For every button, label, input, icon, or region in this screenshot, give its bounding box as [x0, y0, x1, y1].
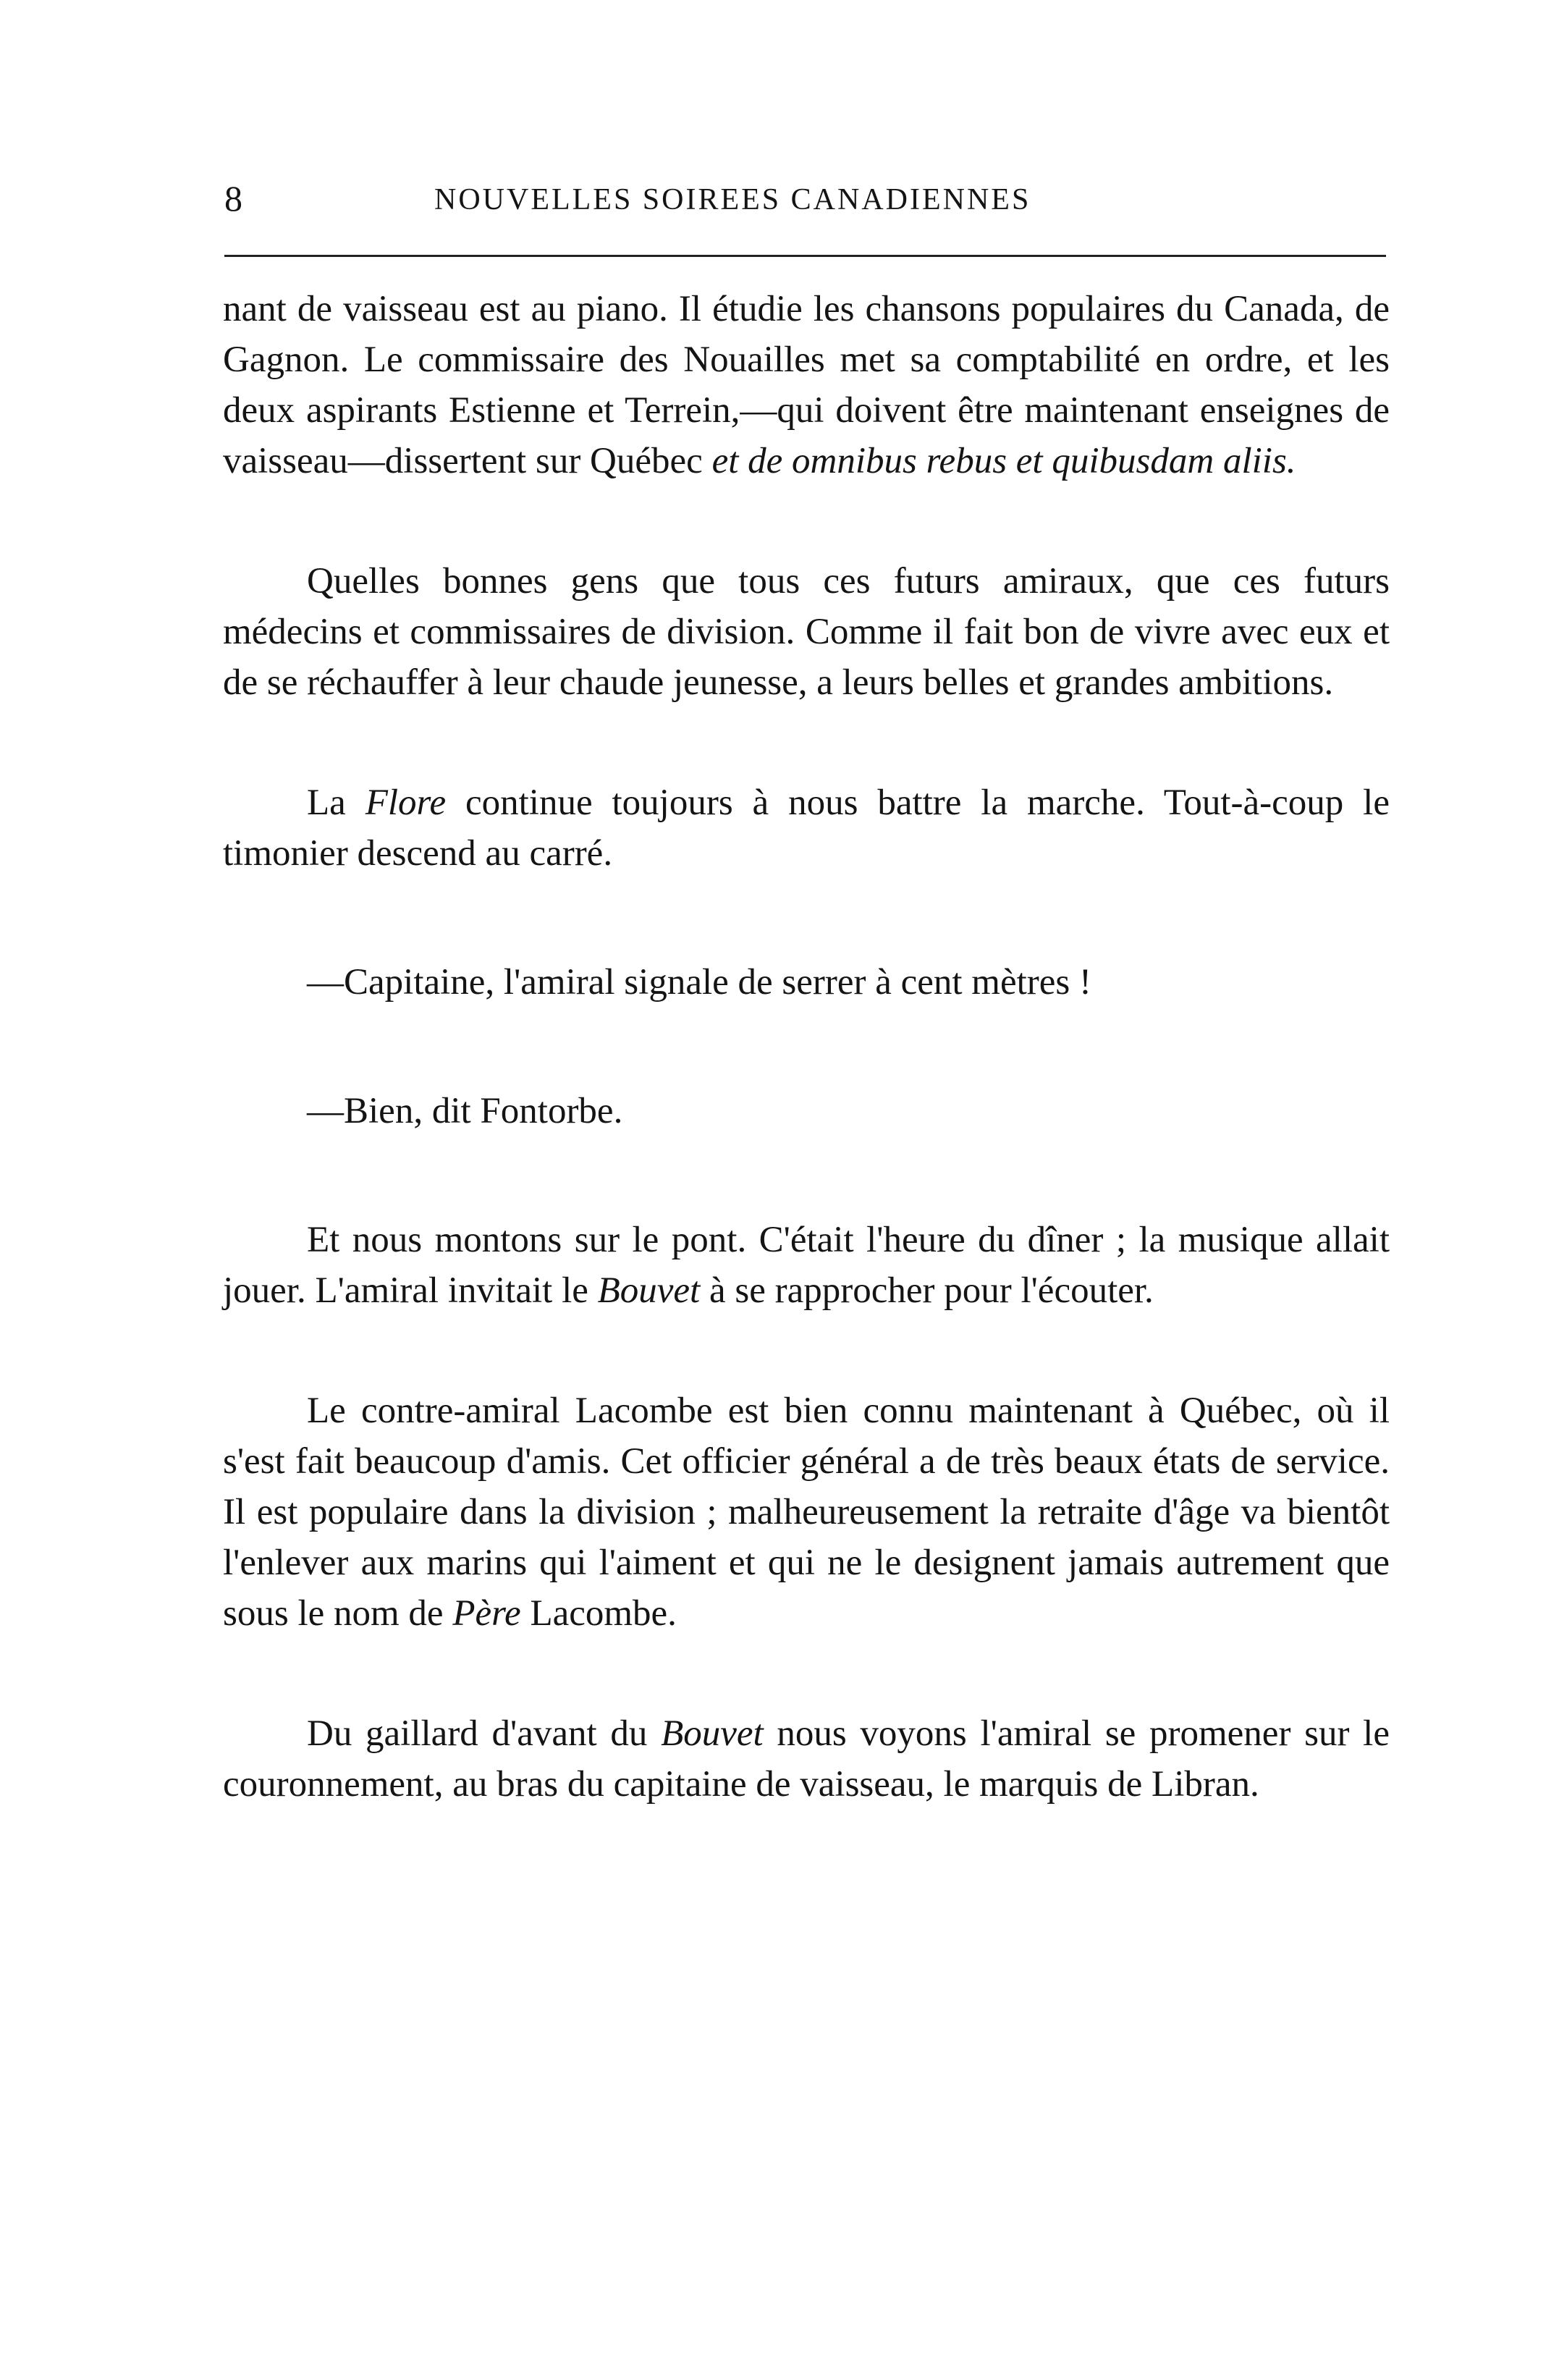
- paragraph-7: [223, 1385, 1390, 1639]
- paragraph-7-italic-word: Père: [452, 1593, 521, 1634]
- paragraph-3-ship-name: Flore: [365, 782, 447, 823]
- paragraph-8-post: nous voyons l'amiral se promener sur le couronnement, au bras du capitaine de vaisseau, le marquis de Libran.: [223, 1713, 1390, 1805]
- paragraph-6-post: à se rapprocher pour l'écouter.: [700, 1270, 1154, 1311]
- paragraph-8-ship-name: Bouvet: [661, 1713, 764, 1754]
- paragraph-6-pre: Et nous montons sur le pont. C'était l'heure du dîner ; la musique allait jouer. L'amiral invitait le: [223, 1220, 1390, 1311]
- page-number: 8: [224, 178, 242, 219]
- paragraph-7-pre: Le contre-amiral Lacombe est bien connu maintenant à Québec, où il s'est fait beaucoup d'amis. Cet officier général a de très beaux états de service. Il est populaire dans la division ; malheureusement la retraite d'âge va bientôt l'enlever aux marins qui l'aiment et qui ne le designent jamais autrement que sous le nom de: [223, 1391, 1390, 1634]
- paragraph-2: Quelles bonnes gens que tous ces futurs amiraux, que ces futurs médecins et commissaires de division. Comme il fait bon de vivre avec eux et de se réchauffer à leur chaude jeunesse, a leurs belles et grandes ambitions.: [223, 561, 1390, 703]
- paragraph-7-post: Lacombe.: [520, 1593, 677, 1634]
- paragraph-8-pre: Du gaillard d'avant du: [307, 1713, 662, 1754]
- body-text: [223, 284, 1390, 1810]
- paragraph-3-pre: La: [307, 782, 366, 823]
- paragraph-8: [223, 1708, 1390, 1810]
- paragraph-3-post: continue toujours à nous battre la marche. Tout-à-coup le timonier descend au carré.: [223, 782, 1390, 874]
- paragraph-1: [223, 284, 1390, 486]
- paragraph-6-ship-name: Bouvet: [597, 1270, 701, 1311]
- paragraph-6: [223, 1215, 1390, 1316]
- paragraph-1-text: nant de vaisseau est au piano. Il étudie les chansons populaires du Canada, de Gagnon. Le commissaire des Nouailles met sa comptabilité en ordre, et les deux aspirants Estienne et Terrein,—qui doivent être maintenant enseignes de vaisseau—dissertent sur Québec: [223, 289, 1390, 481]
- header-rule: [224, 255, 1386, 257]
- paragraph-3: [223, 777, 1390, 879]
- paragraph-1-latin-phrase: et de omnibus rebus et quibusdam aliis.: [711, 441, 1296, 481]
- dialogue-line-1: —Capitaine, l'amiral signale de serrer à cent mètres !: [307, 962, 1091, 1003]
- dialogue-line-2: —Bien, dit Fontorbe.: [307, 1091, 623, 1131]
- running-head: NOUVELLES SOIREES CANADIENNES: [434, 183, 1031, 216]
